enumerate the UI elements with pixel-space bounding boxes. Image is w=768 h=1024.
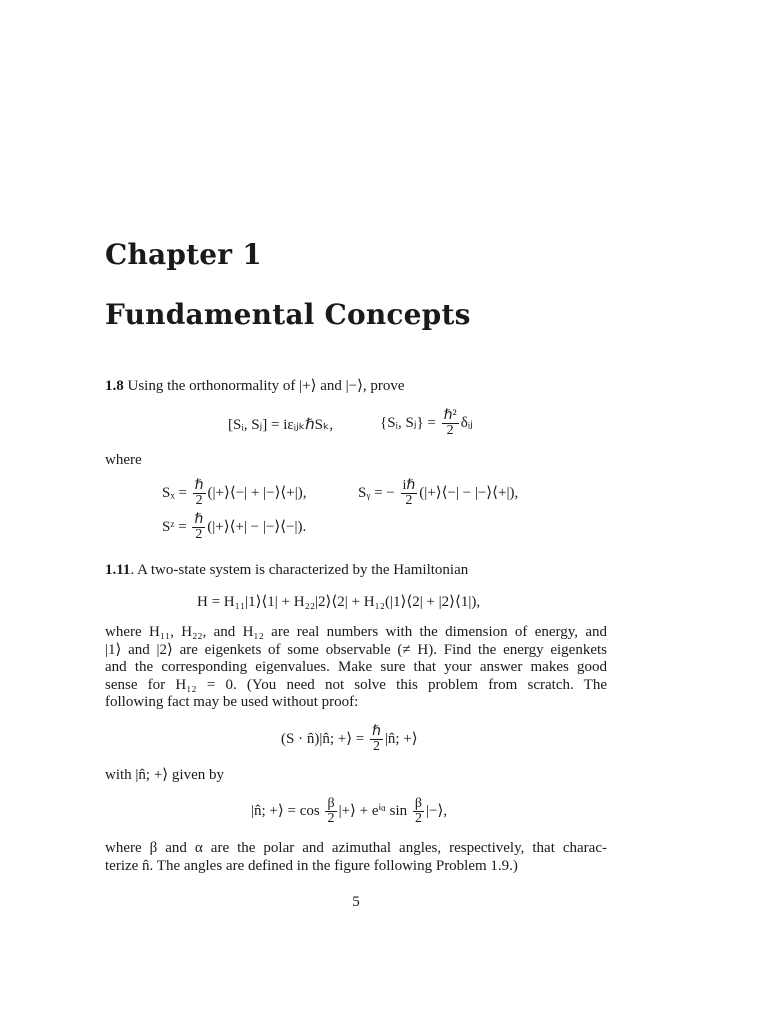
equation-text: (|+⟩⟨−| − |−⟩⟨+|), bbox=[419, 484, 519, 501]
chapter-title: Fundamental Concepts bbox=[105, 298, 471, 331]
paragraph-line: where H₁₁, H₂₂, and H₁₂ are real numbers with the dimension of energy, and bbox=[105, 624, 607, 640]
fraction: $\frac{\text{ℏ}}{2}$ bbox=[372, 724, 381, 754]
fraction: $\frac{\text{ℏ}}{2}$ bbox=[194, 512, 204, 542]
equation-text: {Sᵢ, Sⱼ} = bbox=[380, 414, 436, 431]
paragraph-line: following fact may be used without proof: bbox=[105, 694, 359, 710]
paragraph-line: and the corresponding eigenvalues. Make sure that your answer makes good bbox=[105, 659, 607, 675]
fraction: $\frac{\text{ℏ}}{2}$ bbox=[194, 478, 204, 508]
equation-text: δᵢⱼ bbox=[460, 414, 473, 431]
equation-text: (|+⟩⟨+| − |−⟩⟨−|). bbox=[207, 518, 307, 535]
sx-equation bbox=[162, 479, 307, 508]
problem-1-11-paragraph bbox=[105, 624, 607, 712]
equation-text: (S · n̂)|n̂; +⟩ = bbox=[281, 730, 365, 747]
anticommutator-equation bbox=[380, 409, 473, 438]
equation-text: |n̂; +⟩ = cos bbox=[251, 802, 320, 819]
paragraph-line: |1⟩ and |2⟩ are eigenkets of some observable (≠ H). Find the energy eigenkets bbox=[105, 641, 607, 658]
sy-equation bbox=[358, 479, 518, 508]
equation-text: (|+⟩⟨−| + |−⟩⟨+|), bbox=[207, 484, 307, 501]
hamiltonian-equation bbox=[197, 594, 480, 611]
sz-equation bbox=[162, 513, 306, 542]
fraction: $\frac{\beta}{2}$ bbox=[414, 796, 423, 826]
fraction: $\frac{\text{ℏ²}}{2}$ bbox=[443, 408, 457, 438]
equation-text: |−⟩, bbox=[426, 802, 448, 819]
equation-text: |+⟩ + eⁱᵅ sin bbox=[338, 802, 408, 819]
equation-text: |n̂; +⟩ bbox=[384, 730, 418, 747]
problem-1-11-closing bbox=[105, 840, 607, 875]
ket-equation bbox=[251, 797, 447, 826]
where-label: where bbox=[105, 452, 142, 468]
problem-1-8-intro bbox=[105, 378, 607, 396]
equation-text: Sₓ = bbox=[162, 484, 187, 501]
equation-text: Sᶻ = bbox=[162, 518, 187, 535]
equation-text: Sᵧ = − bbox=[358, 484, 395, 501]
equation-text: [Sᵢ, Sⱼ] = iεᵢⱼₖℏSₖ, bbox=[228, 417, 334, 433]
chapter-number: Chapter 1 bbox=[105, 238, 262, 271]
paragraph-line: sense for H₁₂ = 0. (You need not solve this problem from scratch. The bbox=[105, 676, 607, 693]
with-text: with |n̂; +⟩ given by bbox=[105, 767, 224, 783]
spin-eigen-equation bbox=[281, 725, 418, 754]
fraction: $\frac{\text{iℏ}}{2}$ bbox=[402, 478, 416, 508]
paragraph-line: terize n̂. The angles are defined in the figure following Problem 1.9.) bbox=[105, 857, 518, 874]
problem-1-11-intro bbox=[105, 562, 607, 580]
commutator-equation bbox=[228, 417, 333, 434]
fraction: $\frac{\beta}{2}$ bbox=[327, 796, 335, 826]
page-number: 5 bbox=[352, 894, 360, 910]
equation-text: H = H₁₁|1⟩⟨1| + H₂₂|2⟩⟨2| + H₁₂(|1⟩⟨2| + |2⟩⟨1|), bbox=[197, 594, 481, 610]
problem-number: 1.8 bbox=[105, 378, 124, 394]
problem-number: 1.11 bbox=[105, 562, 131, 578]
paragraph-line: where β and α are the polar and azimuthal angles, respectively, that charac- bbox=[105, 840, 607, 856]
problem-text: Using the orthonormality of |+⟩ and |−⟩, prove bbox=[123, 378, 405, 394]
problem-text: . A two-state system is characterized by the Hamiltonian bbox=[130, 562, 469, 578]
